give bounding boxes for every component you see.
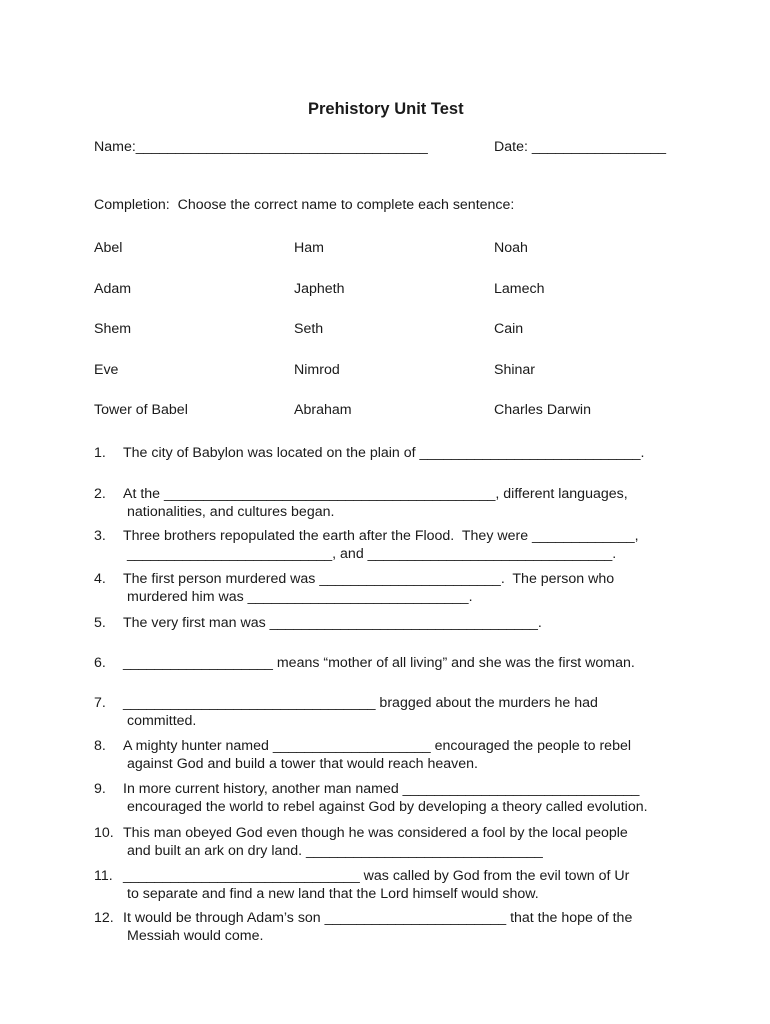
question-text: Three brothers repopulated the earth after the Flood. They were _____________, — [123, 528, 639, 544]
question-number: 6. — [94, 655, 106, 671]
question-text: ___________________ means “mother of all living” and she was the first woman. — [123, 655, 635, 671]
question-text: It would be through Adam’s son _______________________ that the hope of the — [123, 910, 633, 926]
question-number: 3. — [94, 528, 106, 544]
question-text: In more current history, another man named ______________________________ — [123, 781, 640, 797]
word-bank-item: Nimrod — [294, 362, 340, 378]
question-text: ______________________________ was called by God from the evil town of Ur — [123, 868, 630, 884]
question-text: encouraged the world to rebel against God by developing a theory called evolution. — [127, 799, 648, 815]
question-number: 7. — [94, 695, 106, 711]
question-text: and built an ark on dry land. ______________________________ — [127, 843, 543, 859]
word-bank-item: Seth — [294, 321, 324, 337]
word-bank-item: Abraham — [294, 402, 352, 418]
word-bank-item: Adam — [94, 281, 132, 297]
question-text: murdered him was ____________________________. — [127, 589, 473, 605]
question-text: The first person murdered was _______________________. The person who — [123, 571, 615, 587]
word-bank-item: Charles Darwin — [494, 402, 591, 418]
question-text: ________________________________ bragged about the murders he had — [123, 695, 598, 711]
question-number: 5. — [94, 615, 106, 631]
word-bank-item: Ham — [294, 240, 324, 256]
word-bank-item: Tower of Babel — [94, 402, 188, 418]
instructions: Completion: Choose the correct name to complete each sentence: — [94, 197, 515, 213]
page-title: Prehistory Unit Test — [308, 100, 464, 118]
question-number: 8. — [94, 738, 106, 754]
word-bank-item: Shem — [94, 321, 132, 337]
question-number: 4. — [94, 571, 106, 587]
word-bank-item: Abel — [94, 240, 123, 256]
question-text: nationalities, and cultures began. — [127, 504, 335, 520]
question-text: At the __________________________________________, different languages, — [123, 486, 628, 502]
question-number: 9. — [94, 781, 106, 797]
question-text: __________________________, and _______________________________. — [127, 546, 617, 562]
question-number: 1. — [94, 445, 106, 461]
question-text: The very first man was __________________________________. — [123, 615, 542, 631]
question-text: committed. — [127, 713, 197, 729]
word-bank-item: Cain — [494, 321, 524, 337]
date-field[interactable]: Date: _________________ — [494, 139, 666, 155]
word-bank-item: Noah — [494, 240, 528, 256]
word-bank-item: Eve — [94, 362, 119, 378]
question-text: The city of Babylon was located on the plain of ____________________________. — [123, 445, 645, 461]
name-field[interactable]: Name:_____________________________________ — [94, 139, 428, 155]
question-text: against God and build a tower that would reach heaven. — [127, 756, 478, 772]
question-number: 11. — [94, 868, 113, 884]
question-number: 10. — [94, 825, 114, 841]
question-text: A mighty hunter named ____________________ encouraged the people to rebel — [123, 738, 632, 754]
word-bank-item: Lamech — [494, 281, 545, 297]
word-bank-item: Shinar — [494, 362, 536, 378]
question-number: 12. — [94, 910, 114, 926]
question-text: Messiah would come. — [127, 928, 264, 944]
word-bank-item: Japheth — [294, 281, 345, 297]
question-number: 2. — [94, 486, 106, 502]
question-text: This man obeyed God even though he was considered a fool by the local people — [123, 825, 628, 841]
question-text: to separate and find a new land that the Lord himself would show. — [127, 886, 539, 902]
